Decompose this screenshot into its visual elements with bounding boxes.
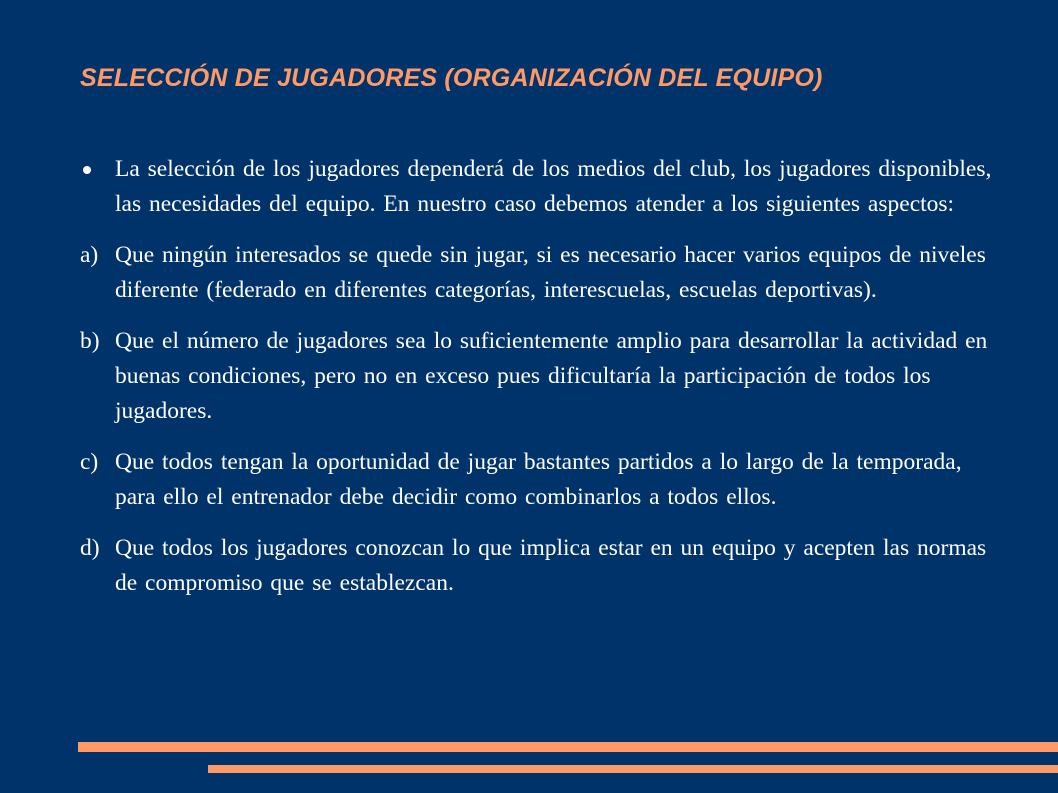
- list-item-c: [80, 445, 1000, 515]
- slide-title: SELECCIÓN DE JUGADORES (ORGANIZACIÓN DEL EQUIPO): [80, 64, 823, 92]
- list-item-b: [80, 324, 1000, 429]
- decorative-bar-bottom: [208, 765, 1058, 773]
- list-marker: a): [80, 242, 99, 268]
- list-marker: c): [80, 449, 99, 475]
- bullet-text: La selección de los jugadores dependerá de los medios del club, los jugadores disponibles, las necesidades del equipo. En nuestro caso debemos atender a los siguientes aspectos:: [115, 156, 992, 217]
- list-item-d: [80, 531, 1000, 601]
- list-item-text: Que ningún interesados se quede sin jugar, si es necesario hacer varios equipos de niveles diferente (federado en diferentes categorías, interescuelas, escuelas deportivas).: [115, 242, 986, 303]
- list-item-a: [80, 238, 1000, 308]
- decorative-bar-top: [78, 742, 1058, 752]
- list-marker: d): [80, 535, 100, 561]
- list-marker: b): [80, 328, 100, 354]
- list-item-text: Que todos los jugadores conozcan lo que implica estar en un equipo y acepten las normas de compromiso que se establezcan.: [115, 535, 987, 596]
- list-item-text: Que el número de jugadores sea lo suficientemente amplio para desarrollar la actividad en buenas condiciones, pero no en exceso pues dificultaría la participación de todos los jugadores.: [115, 328, 988, 424]
- bullet-dot-icon: [83, 166, 91, 174]
- slide-content: [80, 152, 1000, 617]
- list-item-text: Que todos tengan la oportunidad de jugar bastantes partidos a lo largo de la temporada, para ello el entrenador debe decidir como combinarlos a todos ellos.: [115, 449, 962, 510]
- bullet-item: [80, 152, 1000, 222]
